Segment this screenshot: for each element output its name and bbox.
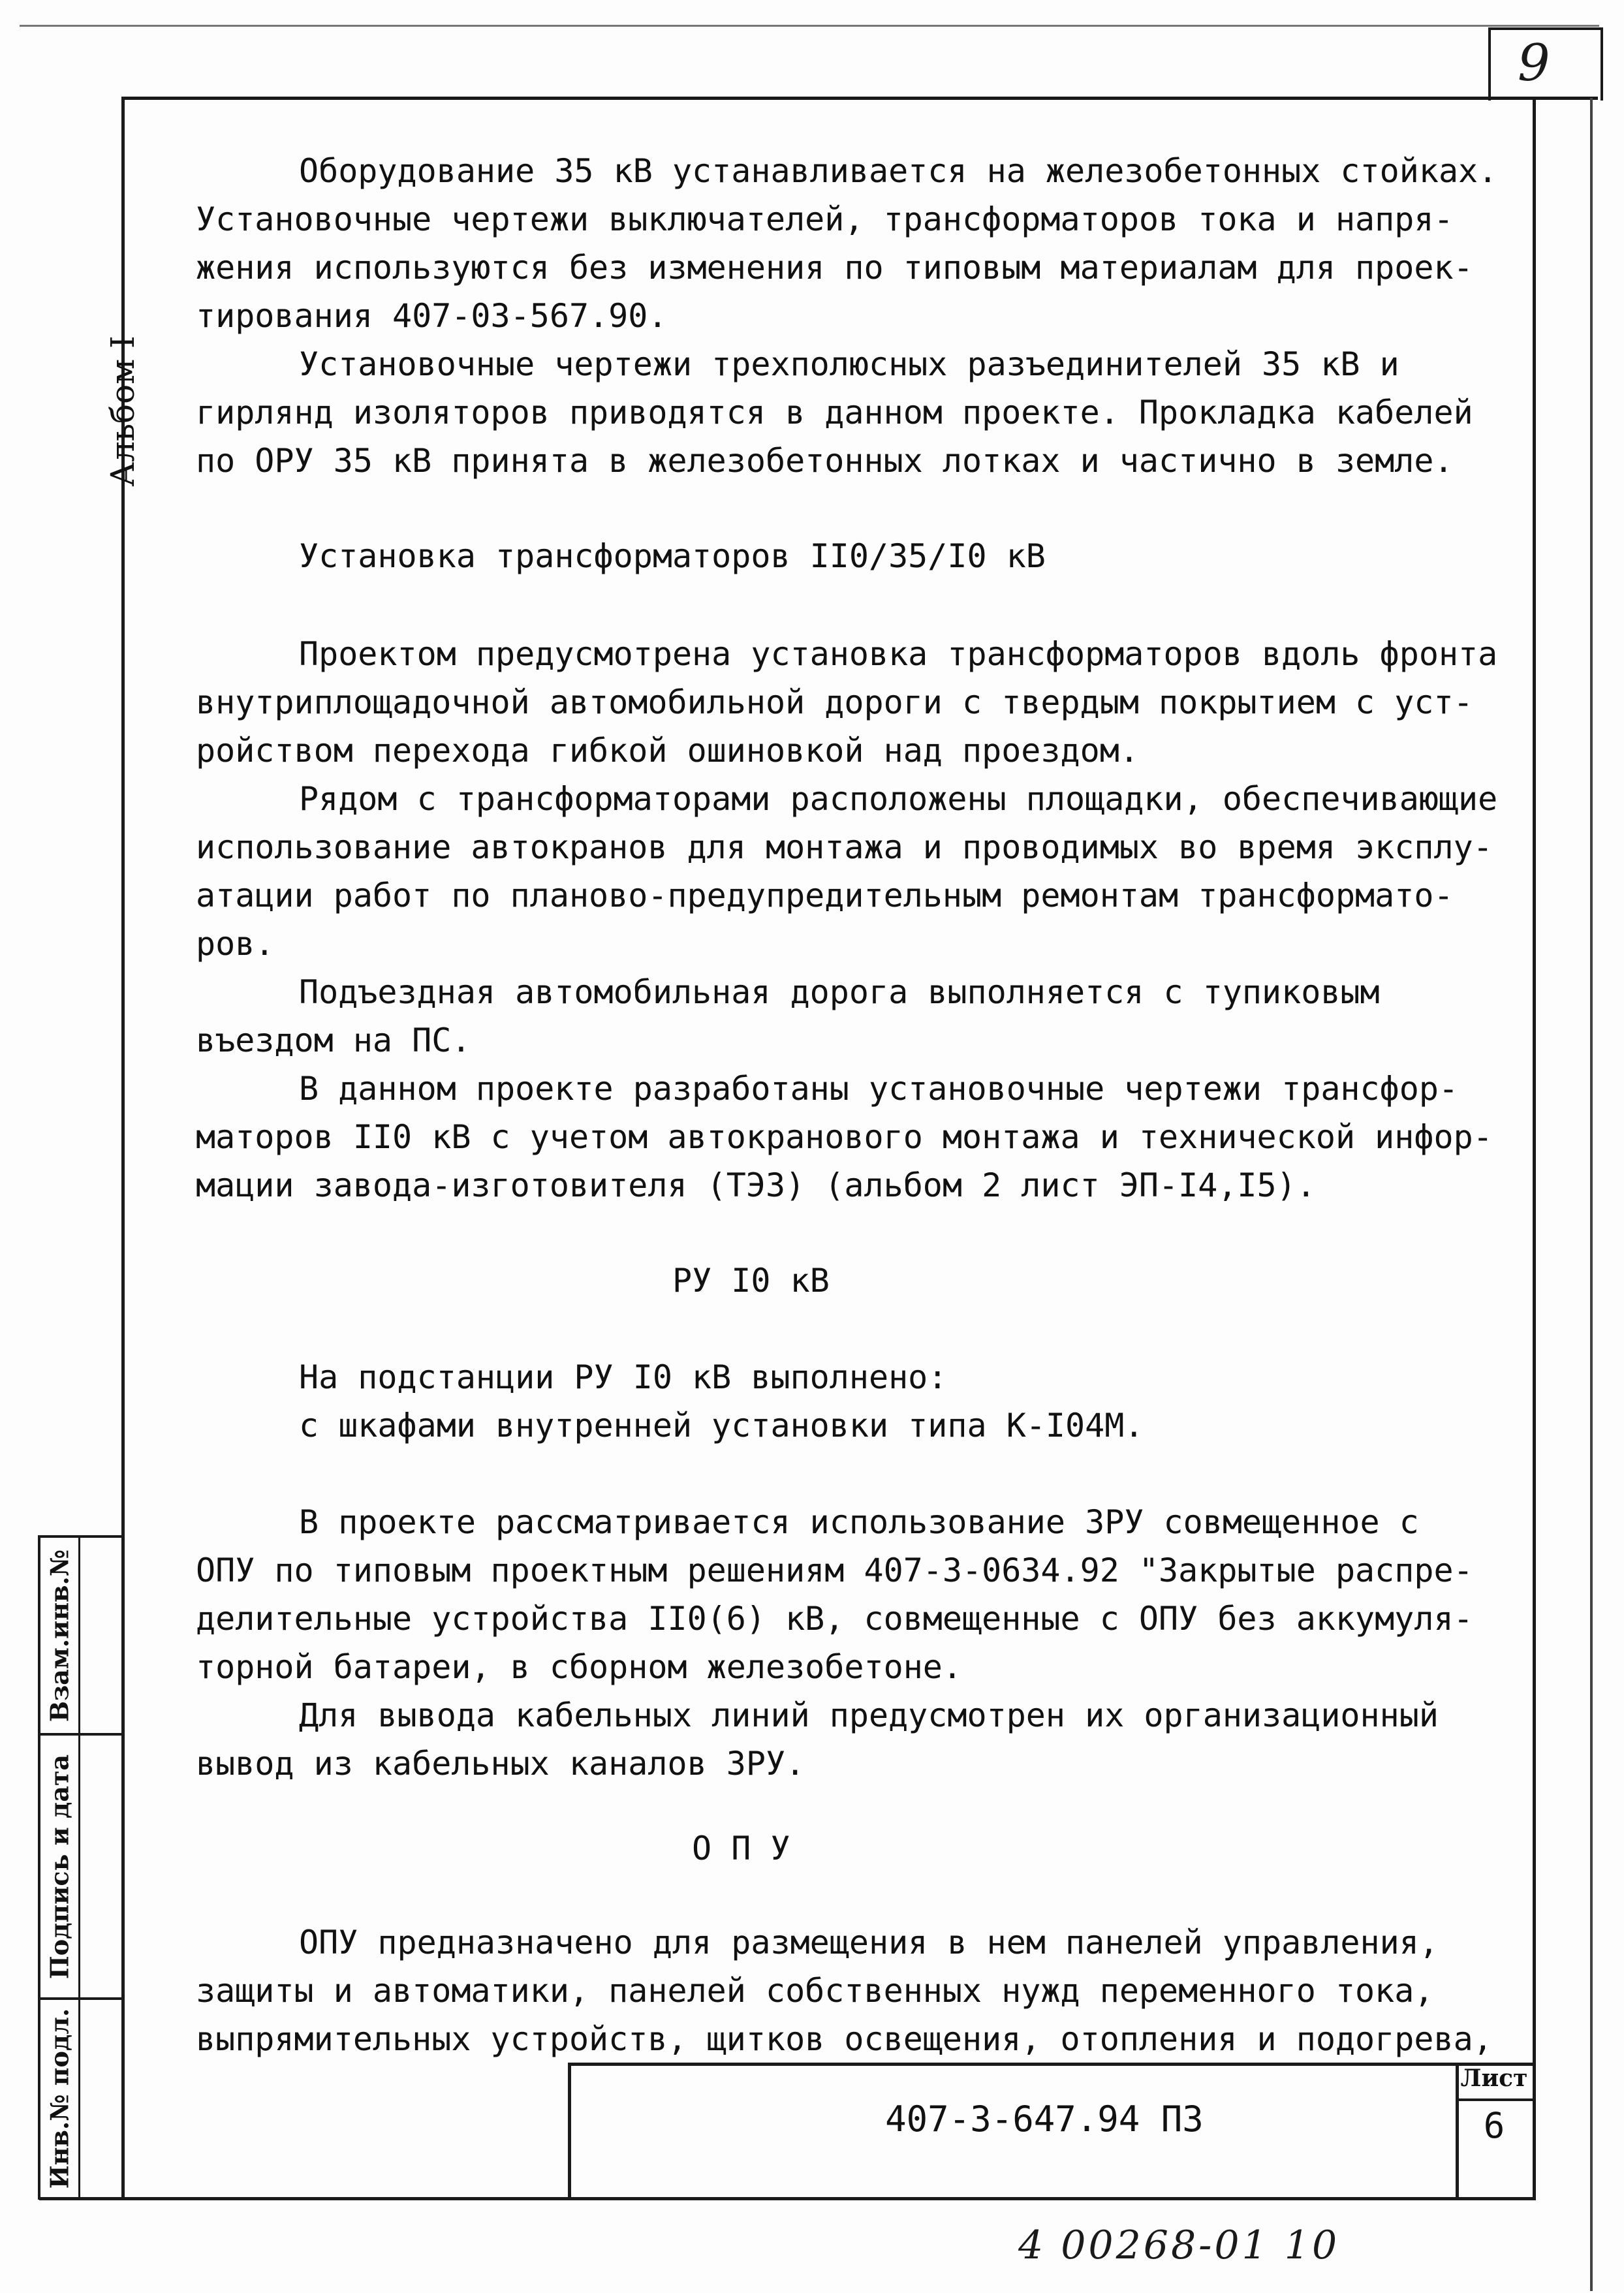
- sheet-label: Лист: [1460, 2065, 1528, 2092]
- title-block-sheet-label-line: [1456, 2098, 1536, 2101]
- stamp-inv: Инв.№ подл.: [44, 2008, 74, 2189]
- stamp-vzam: Взам.инв.№: [44, 1549, 74, 1722]
- paragraph-zru-opu: В проекте рассматривается использование ЗРУ совмещенное с ОПУ по типовым проектным решениям 407-3-0634.92 "Закрытые распре- делительные устройства II0(6) кВ, совмещенные с ОПУ без аккумуля- торной батареи, в сборном железобетоне.: [196, 1503, 1473, 1686]
- heading-transformers: Установка трансформаторов II0/35/I0 кВ: [299, 537, 1046, 575]
- paragraph-access-road: Подъездная автомобильная дорога выполняется с тупиковым въездом на ПС.: [196, 973, 1380, 1059]
- frame-top: [121, 97, 1598, 100]
- title-block-left: [568, 2063, 571, 2200]
- stamp-podpis: Подпись и дата: [44, 1754, 74, 1979]
- document-code: 407-3-647.94 ПЗ: [885, 2098, 1204, 2140]
- frame-bottom: [39, 2197, 1536, 2200]
- sheet-number: 6: [1483, 2105, 1505, 2146]
- title-block-top: [568, 2063, 1536, 2066]
- heading-opu: О П У: [692, 1830, 790, 1867]
- paragraph-substation-ru: На подстанции РУ I0 кВ выполнено: с шкафами внутренней установки типа К-I04М.: [299, 1358, 1144, 1444]
- outer-right-edge: [1590, 98, 1593, 2291]
- heading-ru-10kv: РУ I0 кВ: [672, 1262, 830, 1300]
- paragraph-equipment-35kv: Оборудование 35 кВ устанавливается на железобетонных стойках. Установочные чертежи выключателей, трансформаторов тока и напря- жения используются без изменения по типовым материалам для проек- тирования 407-03-567.90.: [196, 152, 1498, 335]
- paragraph-platforms: Рядом с трансформаторами расположены площадки, обеспечивающие использование автокранов для монтажа и проводимых во время эксплу- атации работ по планово-предупредительным ремонтам трансформато- ров.: [196, 780, 1498, 963]
- corner-page-number: 9: [1518, 34, 1550, 93]
- paragraph-transformer-install: Проектом предусмотрена установка трансформаторов вдоль фронта внутриплощадочной автомобильной дороги с твердым покрытием с уст- ройством перехода гибкой ошиновкой над проездом.: [196, 635, 1498, 770]
- paragraph-cable-lines: Для вывода кабельных линий предусмотрен их организационный вывод из кабельных каналов ЗРУ.: [196, 1696, 1439, 1783]
- paragraph-opu-purpose: ОПУ предназначено для размещения в нем панелей управления, защиты и автоматики, панелей собственных нужд переменного тока, выпрямительных устройств, щитков освещения, отопления и подогрева,: [196, 1924, 1493, 2058]
- album-label: Альбом I: [104, 335, 142, 487]
- paragraph-disconnectors: Установочные чертежи трехполюсных разъединителей 35 кВ и гирлянд изоляторов приводятся в данном проекте. Прокладка кабелей по ОРУ 35 кВ принята в железобетонных лотках и частично в земле.: [196, 345, 1473, 480]
- top-edge-line: [20, 25, 1599, 27]
- handwritten-archive-number: 4 00268-01 10: [1018, 2223, 1340, 2268]
- frame-right: [1533, 97, 1536, 2200]
- paragraph-install-drawings: В данном проекте разработаны установочные чертежи трансфор- маторов II0 кВ с учетом автокранового монтажа и технической инфор- мации завода-изготовителя (ТЭЗ) (альбом 2 лист ЭП-I4,I5).: [196, 1070, 1493, 1204]
